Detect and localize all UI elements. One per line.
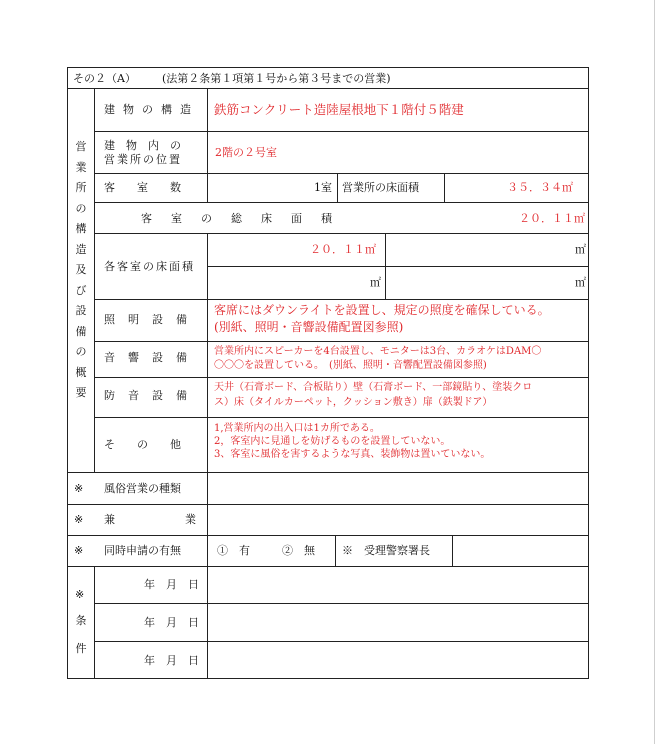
unit-each-floor-4: ㎡: [575, 276, 586, 289]
value-other-2: 2，客室内に見通しを妨げるものを設置していない。: [214, 436, 451, 447]
option-yes: ① 有: [217, 544, 250, 557]
label-rooms: 客室数: [104, 181, 203, 194]
mark-concurrent: ※: [74, 513, 84, 526]
label-each-floor: 各客室の床面積: [104, 260, 195, 273]
label-conditions: 条件: [75, 614, 87, 655]
value-sound-1: 営業所内にスピーカーを4台設置し、モニターは3台、カラオケはDAM〇: [214, 346, 542, 357]
value-other-1: 1,営業所内の出入口は1カ所である。: [214, 423, 380, 434]
mark-simultaneous: ※: [74, 544, 84, 557]
label-police: ※ 受理警察署長: [342, 544, 430, 557]
unit-each-floor-3: ㎡: [370, 276, 381, 289]
date-row-3: 年 月 日: [144, 654, 199, 667]
section-scope: (法第２条第１項第１号から第３号までの営業): [162, 72, 391, 85]
label-total-floor: 客室の総床面積: [141, 212, 351, 225]
label-simultaneous: 同時申請の有無: [104, 544, 181, 557]
label-lighting: 照明設備: [104, 313, 200, 326]
mark-business-type: ※: [74, 482, 84, 495]
side-label: 営業所の構造及び設備の概要: [75, 140, 87, 399]
value-structure: 鉄筋コンクリート造陸屋根地下１階付５階建: [214, 102, 464, 117]
date-row-1: 年 月 日: [144, 578, 199, 591]
value-total-floor: ２０．１１㎡: [519, 212, 585, 225]
label-location-line2: 営業所の位置: [104, 153, 182, 166]
value-location: 2階の２号室: [215, 146, 277, 159]
label-location-line1: 建 物 内 の: [104, 139, 181, 152]
section-title: その２（A）: [73, 72, 136, 85]
label-soundproof: 防音設備: [104, 389, 200, 402]
value-soundproof-1: 天井（石膏ボード、合板貼り）壁（石膏ボード、一部鏡貼り、塗装クロ: [214, 382, 533, 393]
value-floor-area: ３５．３４㎡: [507, 181, 573, 194]
form-table: [67, 67, 589, 679]
label-concurrent: 兼業: [104, 513, 266, 526]
value-rooms: 1室: [314, 181, 332, 194]
label-sound: 音響設備: [104, 351, 200, 364]
unit-each-floor-2: ㎡: [575, 243, 586, 256]
option-no: ② 無: [282, 544, 315, 557]
value-sound-2: 〇〇〇を設置している。 (別紙、照明・音響配置設備図参照): [214, 360, 487, 371]
value-soundproof-2: ス）床（タイルカーペット，クッション敷き）扉（鉄製ドア）: [214, 397, 493, 408]
label-other: その他: [104, 438, 203, 451]
value-other-3: 3、客室に風俗を害するような写真、装飾物は置いていない。: [214, 449, 491, 460]
value-lighting-2: (別紙、照明・音響設備配置図参照): [214, 320, 404, 334]
value-lighting-1: 客席にはダウンライトを設置し、規定の照度を確保している。: [214, 303, 550, 317]
mark-conditions: ※: [75, 588, 85, 601]
label-structure: 建物の構造: [104, 103, 199, 116]
date-row-2: 年 月 日: [144, 616, 199, 629]
value-each-floor-1: ２０．１１㎡: [310, 243, 376, 256]
label-business-type: 風俗営業の種類: [104, 482, 181, 495]
label-floor-area: 営業所の床面積: [342, 181, 419, 194]
